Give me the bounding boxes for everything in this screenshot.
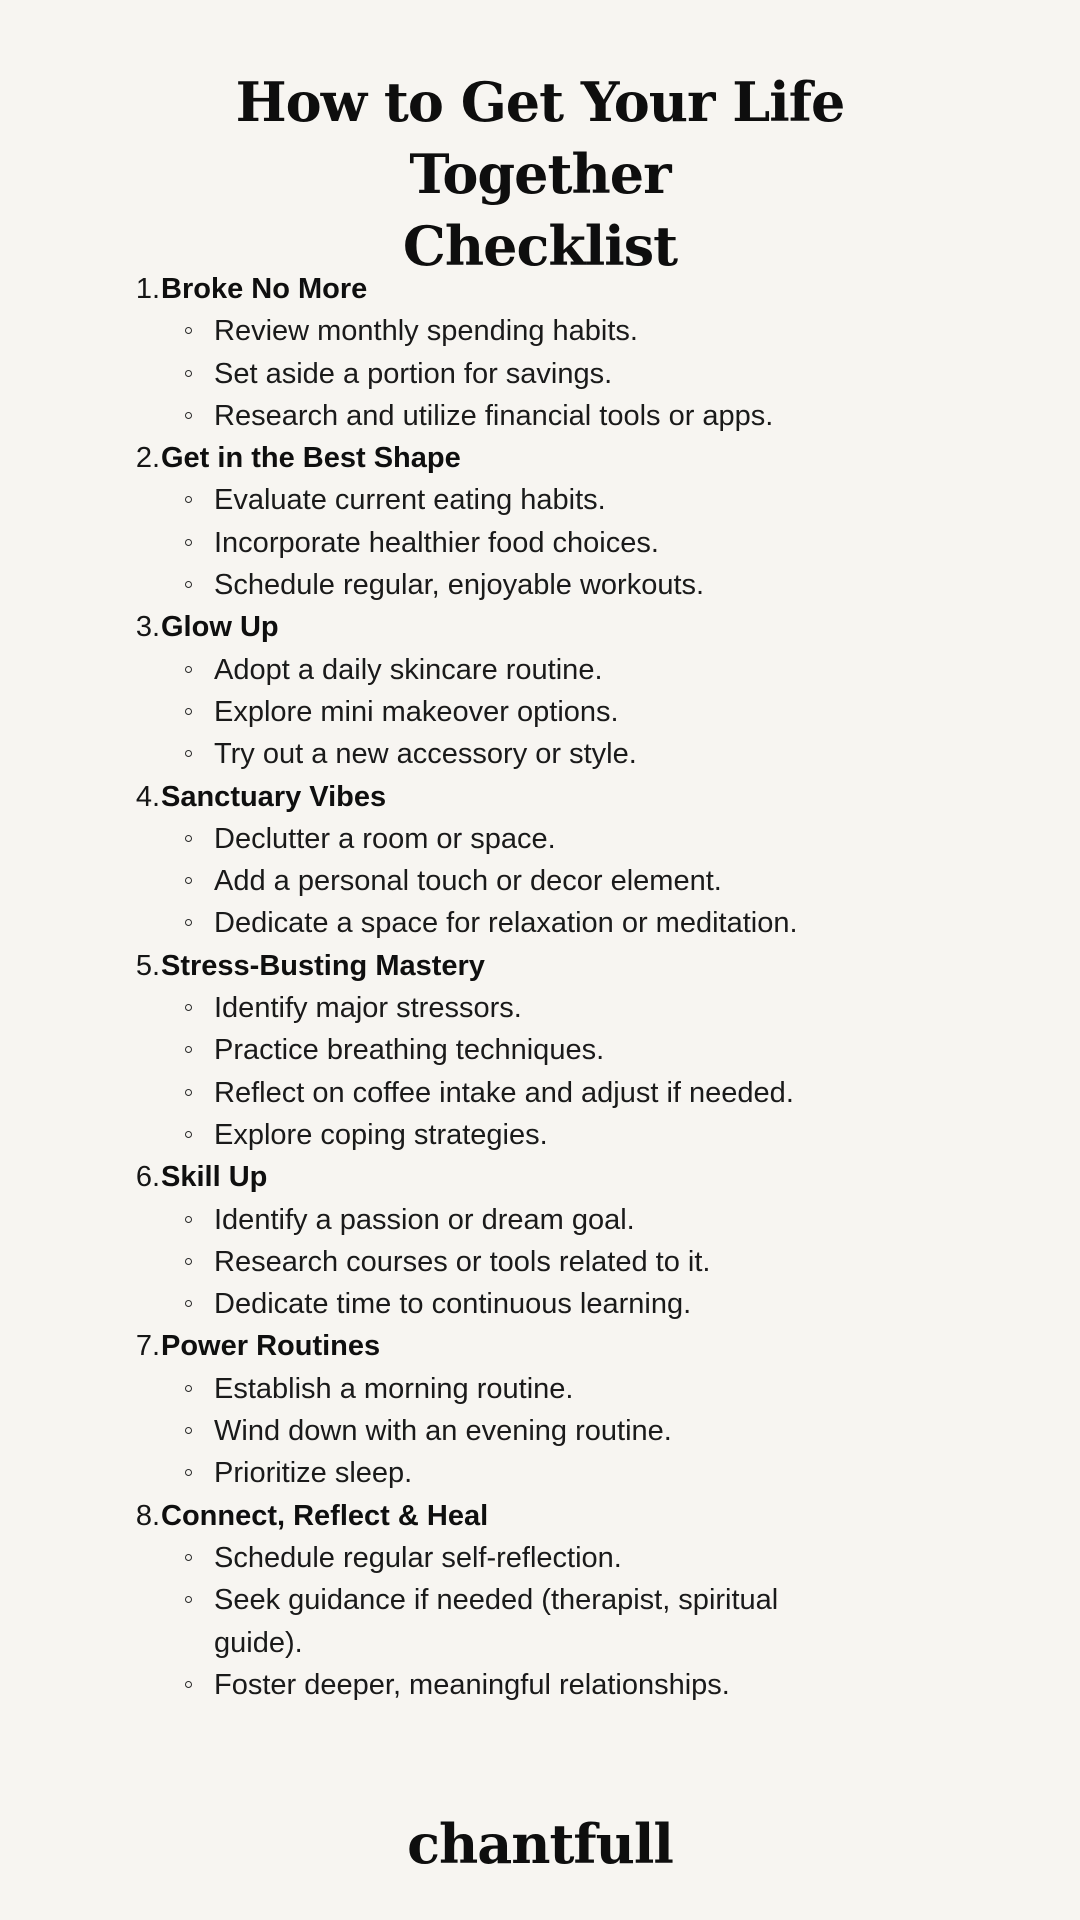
section-heading: Stress-Busting Mastery [161, 949, 485, 982]
checklist-item-text: Declutter a room or space. [214, 822, 556, 855]
hollow-circle-bullet-icon [184, 564, 214, 606]
checklist-item-text: Identify a passion or dream goal. [214, 1203, 635, 1236]
checklist-item [128, 733, 888, 775]
section-header [128, 1495, 888, 1537]
checklist-item-text: Identify major stressors. [214, 992, 522, 1025]
section-number: 4. [135, 780, 160, 813]
checklist-item [128, 860, 888, 902]
section-number: 1. [135, 273, 160, 305]
checklist-item [128, 1114, 888, 1156]
hollow-circle-bullet-icon [184, 860, 214, 902]
checklist-item [128, 479, 888, 521]
checklist-item [128, 1029, 888, 1071]
hollow-circle-bullet-icon [184, 353, 214, 395]
checklist-item [128, 1072, 888, 1114]
section-header [128, 945, 888, 987]
checklist-section-4 [128, 776, 888, 945]
section-header [128, 268, 888, 310]
hollow-circle-bullet-icon [184, 1283, 214, 1325]
checklist-item [128, 522, 888, 564]
checklist-item-text: Incorporate healthier food choices. [214, 526, 659, 559]
checklist-item [128, 649, 888, 691]
checklist-item [128, 1410, 888, 1452]
hollow-circle-bullet-icon [184, 1072, 214, 1114]
hollow-circle-bullet-icon [184, 649, 214, 691]
checklist-item-text: Explore coping strategies. [214, 1118, 548, 1151]
checklist-item-text: Dedicate time to continuous learning. [214, 1288, 692, 1321]
hollow-circle-bullet-icon [184, 1029, 214, 1071]
checklist-item [128, 310, 888, 352]
checklist-item-text: Dedicate a space for relaxation or meditation. [214, 907, 798, 940]
checklist-item [128, 1452, 888, 1494]
checklist-item-text: Research and utilize financial tools or apps. [214, 399, 774, 432]
hollow-circle-bullet-icon [184, 1410, 214, 1452]
section-number: 3. [135, 611, 160, 644]
checklist-section-8 [128, 1495, 888, 1706]
hollow-circle-bullet-icon [184, 522, 214, 564]
checklist-item [128, 1199, 888, 1241]
section-heading: Broke No More [161, 273, 368, 305]
section-items [128, 987, 888, 1156]
hollow-circle-bullet-icon [184, 1537, 214, 1579]
checklist-item-text: Reflect on coffee intake and adjust if needed. [214, 1076, 794, 1109]
hollow-circle-bullet-icon [184, 691, 214, 733]
section-header [128, 776, 888, 818]
hollow-circle-bullet-icon [184, 818, 214, 860]
hollow-circle-bullet-icon [184, 733, 214, 775]
hollow-circle-bullet-icon [184, 1114, 214, 1156]
section-number: 2. [135, 442, 160, 475]
section-header [128, 606, 888, 648]
section-header [128, 1325, 888, 1367]
checklist-item-text: Review monthly spending habits. [214, 315, 638, 348]
checklist-section-2 [128, 437, 888, 606]
checklist-section-1 [128, 268, 888, 437]
section-heading: Get in the Best Shape [161, 442, 461, 475]
checklist-section-6 [128, 1156, 888, 1325]
checklist-section-5 [128, 945, 888, 1156]
checklist [128, 268, 888, 1706]
hollow-circle-bullet-icon [184, 479, 214, 521]
checklist-item [128, 818, 888, 860]
section-items [128, 1199, 888, 1326]
hollow-circle-bullet-icon [184, 1579, 214, 1621]
section-heading: Connect, Reflect & Heal [161, 1499, 489, 1532]
checklist-item [128, 353, 888, 395]
checklist-item [128, 1283, 888, 1325]
checklist-item-text: Practice breathing techniques. [214, 1034, 605, 1067]
checklist-item [128, 1368, 888, 1410]
hollow-circle-bullet-icon [184, 1368, 214, 1410]
checklist-item-text: Add a personal touch or decor element. [214, 865, 722, 898]
hollow-circle-bullet-icon [184, 902, 214, 944]
hollow-circle-bullet-icon [184, 310, 214, 352]
section-heading: Glow Up [161, 611, 279, 644]
checklist-item [128, 564, 888, 606]
checklist-item [128, 395, 888, 437]
section-items [128, 649, 888, 776]
hollow-circle-bullet-icon [184, 987, 214, 1029]
section-items [128, 479, 888, 606]
section-items [128, 818, 888, 945]
checklist-item-text: Try out a new accessory or style. [214, 738, 637, 771]
section-number: 7. [135, 1330, 160, 1363]
checklist-item-text: Schedule regular, enjoyable workouts. [214, 569, 705, 602]
checklist-item [128, 691, 888, 733]
section-number: 5. [135, 949, 160, 982]
section-items [128, 1368, 888, 1495]
checklist-item [128, 902, 888, 944]
checklist-item [128, 1664, 888, 1706]
page-title [120, 66, 960, 282]
checklist-item-text: Research courses or tools related to it. [214, 1245, 711, 1278]
checklist-item [128, 1579, 888, 1664]
checklist-item-text: Wind down with an evening routine. [214, 1415, 672, 1448]
checklist-item-text: Establish a morning routine. [214, 1372, 574, 1405]
checklist-item-text: Schedule regular self-reflection. [214, 1541, 622, 1574]
section-header [128, 437, 888, 479]
section-heading: Skill Up [161, 1161, 268, 1194]
brand-wordmark: chantfull [407, 1812, 673, 1876]
section-header [128, 1156, 888, 1198]
hollow-circle-bullet-icon [184, 1664, 214, 1706]
checklist-item-text: Prioritize sleep. [214, 1457, 413, 1490]
hollow-circle-bullet-icon [184, 1452, 214, 1494]
page-title-line-2: Checklist [402, 214, 678, 278]
section-items [128, 1537, 888, 1706]
checklist-item-text: Adopt a daily skincare routine. [214, 653, 603, 686]
checklist-item-text: Explore mini makeover options. [214, 695, 619, 728]
section-number: 8. [135, 1499, 160, 1532]
checklist-section-3 [128, 606, 888, 775]
section-heading: Sanctuary Vibes [161, 780, 387, 813]
checklist-item-text: Evaluate current eating habits. [214, 484, 606, 517]
hollow-circle-bullet-icon [184, 395, 214, 437]
checklist-item-text: Seek guidance if needed (therapist, spiritual guide). [214, 1584, 779, 1659]
section-items [128, 310, 888, 437]
checklist-item [128, 1241, 888, 1283]
checklist-item [128, 1537, 888, 1579]
checklist-section-7 [128, 1325, 888, 1494]
page-title-line-1: How to Get Your Life Together [235, 70, 845, 206]
section-heading: Power Routines [161, 1330, 381, 1363]
hollow-circle-bullet-icon [184, 1199, 214, 1241]
checklist-item [128, 987, 888, 1029]
checklist-item-text: Foster deeper, meaningful relationships. [214, 1668, 730, 1701]
hollow-circle-bullet-icon [184, 1241, 214, 1283]
checklist-item-text: Set aside a portion for savings. [214, 357, 613, 390]
section-number: 6. [135, 1161, 160, 1194]
